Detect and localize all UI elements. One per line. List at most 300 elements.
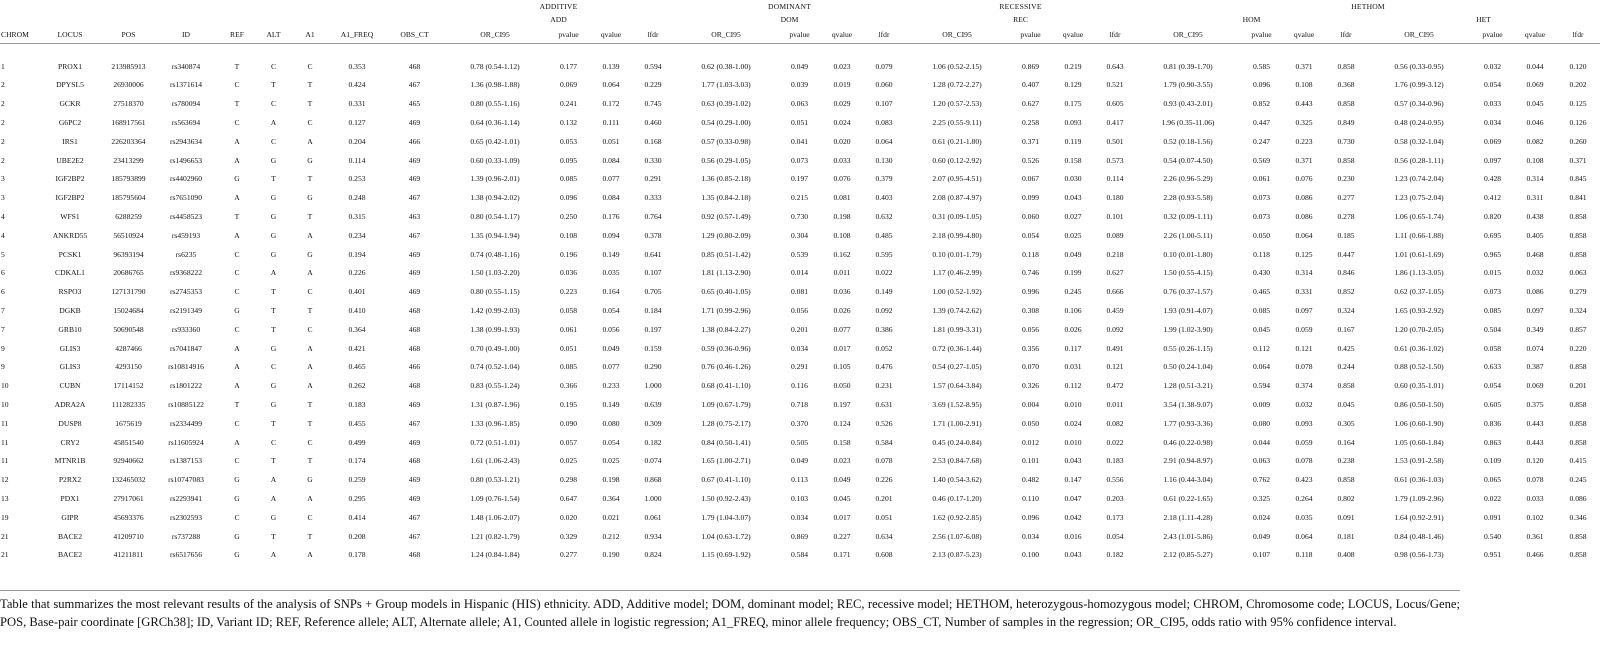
table-row [0,358,1600,377]
table-cell: 0.594 [1252,381,1271,391]
table-cell: 0.045 [1526,99,1544,109]
table-cell: 0.078 [1526,475,1544,485]
table-cell: 0.226 [875,475,893,485]
model-header-recessive: RECESSIVE [999,1,1042,11]
table-cell: 0.361 [1526,531,1544,541]
table-cell: 1.79 (0.90-3.55) [1163,80,1213,90]
table-cell: C [270,99,277,109]
table-cell: G6PC2 [58,117,82,127]
table-cell: 0.100 [1021,550,1040,560]
sub-header-dom: DOM [780,14,799,24]
table-cell: 0.084 [602,155,620,165]
table-cell: rs1387153 [169,456,203,466]
table-cell: 0.063 [790,99,809,109]
table-cell: 0.077 [602,362,620,372]
table-cell: 13 [1,493,9,503]
table-cell: 0.095 [559,155,578,165]
table-cell: 0.46 (0.17-1.20) [932,493,982,503]
table-cell: 2.28 (0.93-5.58) [1163,193,1213,203]
table-cell: 1.38 (0.84-2.27) [701,324,751,334]
table-cell: 0.042 [1064,512,1082,522]
table-cell: 0.364 [602,493,620,503]
table-cell: 0.091 [1483,512,1502,522]
sub-header-hom: HOM [1242,14,1261,24]
table-cell: A [234,230,240,240]
table-cell: 0.019 [833,80,851,90]
table-cell: IGF2BP2 [55,193,85,203]
table-cell: 0.014 [790,268,809,278]
table-cell: 0.032 [1483,61,1502,71]
table-cell: 0.175 [1064,99,1082,109]
table-cell: 0.058 [1483,343,1502,353]
table-cell: 0.858 [1337,475,1355,485]
table-cell: C [307,287,313,297]
table-cell: 0.111 [602,117,620,127]
table-cell: 1.09 (0.76-1.54) [470,493,520,503]
table-cell: 226203364 [111,136,146,146]
table-cell: 0.201 [1569,381,1587,391]
table-cell: 132465032 [111,475,146,485]
table-cell: 0.164 [1337,437,1355,447]
table-cell: 0.223 [1295,136,1313,146]
table-cell: BACE2 [57,531,83,541]
table-cell: 0.56 (0.28-1.11) [1394,155,1444,165]
table-cell: 468 [408,324,421,334]
table-cell: 0.421 [348,343,366,353]
table-cell: C [307,324,313,334]
table-cell: rs2334499 [169,418,203,428]
table-cell: 0.080 [602,418,620,428]
table-cell: 0.375 [1526,399,1544,409]
table-cell: 2.12 (0.85-5.27) [1163,550,1213,560]
table-cell: 1.81 (1.13-2.90) [701,268,751,278]
table-cell: 1.65 (0.93-2.92) [1394,305,1444,315]
table-cell: T [307,418,313,428]
table-cell: 41211811 [113,550,144,560]
table-cell: 1.23 (0.74-2.04) [1394,174,1444,184]
table-cell: T [234,61,240,71]
table-cell: 0.117 [1064,343,1082,353]
table-cell: 0.305 [1337,418,1355,428]
table-cell: 0.120 [1569,61,1587,71]
table-cell: A [234,381,240,391]
table-cell: 0.197 [790,174,809,184]
table-cell: 0.54 (0.29-1.00) [701,117,751,127]
table-cell: 0.090 [559,418,578,428]
table-cell: 0.049 [790,61,809,71]
table-cell: 0.762 [1252,475,1271,485]
table-cell: 0.174 [348,456,366,466]
table-cell: 0.061 [1252,174,1271,184]
table-cell: DGKB [59,305,81,315]
table-cell: 0.197 [833,399,851,409]
table-cell: 1.38 (0.99-1.93) [470,324,520,334]
table-cell: 0.092 [875,305,893,315]
table-cell: 0.695 [1483,230,1502,240]
table-cell: 7 [1,305,5,315]
table-cell: 0.641 [644,249,662,259]
table-cell: 0.485 [875,230,893,240]
table-cell: 0.029 [833,99,851,109]
table-cell: 0.077 [602,174,620,184]
table-cell: 0.011 [833,268,851,278]
table-cell: 0.035 [1295,512,1313,522]
table-cell: A [270,268,277,278]
table-cell: 1.48 (1.06-2.07) [470,512,520,522]
table-cell: 0.526 [1021,155,1040,165]
table-cell: 0.68 (0.41-1.10) [701,381,751,391]
table-cell: 0.459 [1106,305,1124,315]
table-cell: 0.036 [833,287,851,297]
table-cell: 1.35 (0.94-1.94) [470,230,520,240]
column-header-ref: REF [230,29,244,39]
table-cell: ADRA2A [54,399,86,409]
table-cell: GRB10 [58,324,82,334]
table-caption: Table that summarizes the most relevant results of the analysis of SNPs + Group models in Hispanic (HIS) ethnicity. ADD, Additive model; DOM, dominant model; REC, recessive model; HETHOM, heterozygous-homozygous model; CHROM, Chromosome code; LOCUS, Locus/Gene; POS, Base-pair coordinate [GRCh38]; ID, Variant ID; REF, Reference allele; ALT, Alternate allele; A1, Counted allele in logistic regression; A1_FREQ, minor allele frequency; OBS_CT, Number of samples in the regression; OR_CI95, odds ratio with 95% confidence interval. [0,597,1460,629]
table-cell: P2RX2 [58,475,82,485]
column-header-lfdr: lfdr [878,29,890,39]
table-cell: 0.61 (0.22-1.65) [1163,493,1213,503]
table-cell: PDX1 [60,493,80,503]
table-cell: 0.045 [1337,399,1355,409]
table-cell: 0.627 [1021,99,1040,109]
table-cell: 469 [408,268,421,278]
table-cell: 1.61 (1.06-2.43) [470,456,520,466]
table-cell: 0.073 [790,155,809,165]
table-cell: A [307,493,313,503]
table-cell: 0.584 [790,550,809,560]
table-cell: 0.858 [1569,362,1587,372]
table-cell: 0.204 [348,136,366,146]
table-cell: 0.869 [790,531,809,541]
table-cell: 1.24 (0.84-1.84) [470,550,520,560]
table-cell: 0.083 [875,117,893,127]
table-cell: 1 [1,61,5,71]
table-cell: 468 [408,381,421,391]
table-cell: 0.034 [790,512,809,522]
table-cell: A [307,362,313,372]
table-cell: rs4458523 [169,211,203,221]
table-cell: G [270,399,277,409]
table-cell: 0.198 [833,211,851,221]
table-cell: 0.364 [348,324,366,334]
table-cell: 0.858 [1569,211,1587,221]
column-header-or-ci95: OR_CI95 [1173,29,1203,39]
table-cell: 0.199 [1064,268,1082,278]
table-cell: 0.078 [1295,362,1313,372]
table-cell: 0.202 [1569,80,1587,90]
table-cell: 0.078 [1295,456,1313,466]
table-cell: 0.57 (0.34-0.96) [1394,99,1444,109]
table-cell: 1.17 (0.46-2.99) [932,268,982,278]
table-cell: C [270,362,277,372]
table-cell: 0.069 [1526,381,1544,391]
table-cell: 0.086 [1295,193,1313,203]
table-cell: GCKR [59,99,81,109]
table-cell: 0.315 [348,211,366,221]
table-cell: 0.65 (0.40-1.05) [701,287,751,297]
table-cell: 0.78 (0.54-1.12) [470,61,520,71]
table-cell: 2.53 (0.84-7.68) [932,456,982,466]
table-cell: 1.15 (0.69-1.92) [701,550,751,560]
table-cell: rs10885122 [168,399,204,409]
table-cell: T [271,531,276,541]
table-cell: 2.56 (1.07-6.08) [932,531,982,541]
table-cell: T [271,287,276,297]
table-cell: 0.858 [1569,531,1587,541]
table-row [0,489,1600,508]
table-cell: 0.72 (0.51-1.01) [470,437,520,447]
table-cell: 0.026 [1064,324,1082,334]
table-cell: 0.050 [833,381,851,391]
table-cell: 0.32 (0.09-1.11) [1163,211,1213,221]
table-cell: 0.84 (0.48-1.46) [1394,531,1444,541]
table-cell: 0.858 [1337,381,1355,391]
table-cell: GLIS3 [59,362,81,372]
table-cell: 0.858 [1569,230,1587,240]
table-cell: 1.93 (0.91-4.07) [1163,305,1213,315]
table-cell: 45851540 [113,437,144,447]
table-cell: 0.356 [1021,343,1040,353]
table-cell: 1.86 (1.13-3.05) [1394,268,1444,278]
column-header-pvalue: pvalue [558,29,579,39]
table-cell: 467 [408,418,421,428]
table-cell: 0.159 [644,343,662,353]
column-header-or-ci95: OR_CI95 [942,29,972,39]
table-cell: IRS1 [62,136,78,146]
table-cell: 0.032 [1526,268,1544,278]
table-cell: IGF2BP2 [55,174,85,184]
table-cell: 0.412 [1483,193,1502,203]
table-cell: 0.034 [790,343,809,353]
table-cell: 0.54 (0.27-1.05) [932,362,982,372]
table-cell: 0.093 [1064,117,1082,127]
table-cell: 0.371 [1295,61,1313,71]
table-cell: 0.069 [559,80,578,90]
table-cell: 468 [408,61,421,71]
table-cell: G [234,174,240,184]
table-cell: 0.215 [790,193,809,203]
table-cell: 0.231 [875,381,893,391]
table-cell: 0.80 (0.53-1.21) [470,475,520,485]
table-cell: 0.034 [1483,117,1502,127]
table-cell: 4293150 [115,362,142,372]
table-cell: 0.063 [1569,268,1587,278]
table-cell: rs6235 [175,249,197,259]
table-cell: 1.42 (0.99-2.03) [470,305,520,315]
table-cell: G [270,343,277,353]
column-header-qvalue: qvalue [831,29,853,39]
table-cell: 0.061 [559,324,578,334]
table-cell: T [271,305,276,315]
table-cell: 10 [1,381,9,391]
table-cell: 0.044 [1252,437,1271,447]
table-cell: 0.052 [875,343,893,353]
table-bottom-rule [0,590,1460,591]
table-cell: 0.802 [1337,493,1355,503]
table-row [0,189,1600,208]
table-row [0,132,1600,151]
table-cell: 0.196 [559,249,578,259]
table-cell: A [234,343,240,353]
table-cell: 0.62 (0.37-1.05) [1394,287,1444,297]
table-cell: 1.39 (0.74-2.62) [932,305,982,315]
table-cell: G [307,249,313,259]
table-cell: 1.06 (0.65-1.74) [1394,211,1444,221]
table-cell: 0.868 [644,475,662,485]
table-cell: 0.85 (0.51-1.42) [701,249,751,259]
table-cell: 0.009 [1252,399,1271,409]
table-cell: 1.28 (0.75-2.17) [701,418,751,428]
table-cell: 0.044 [1526,61,1544,71]
table-cell: 0.114 [348,155,366,165]
column-header-or-ci95: OR_CI95 [1404,29,1434,39]
table-cell: 1.16 (0.44-3.04) [1163,475,1213,485]
column-header-qvalue: qvalue [1293,29,1315,39]
table-cell: C [270,61,277,71]
column-header-a1: A1 [305,29,315,39]
table-cell: 0.836 [1483,418,1502,428]
table-cell: 2.26 (0.96-5.29) [1163,174,1213,184]
table-cell: A [270,493,277,503]
table-cell: 469 [408,155,421,165]
table-cell: 0.863 [1483,437,1502,447]
table-cell: 0.102 [1526,512,1544,522]
table-cell: 0.250 [559,211,578,221]
table-cell: 1.35 (0.84-2.18) [701,193,751,203]
table-cell: T [234,99,240,109]
table-cell: 0.125 [1295,249,1313,259]
table-cell: 1.36 (0.98-1.88) [470,80,520,90]
table-cell: 0.108 [559,230,578,240]
table-cell: 0.198 [602,475,620,485]
table-cell: 0.082 [1106,418,1124,428]
table-cell: 0.177 [559,61,578,71]
table-cell: 2.25 (0.55-9.11) [932,117,982,127]
table-cell: 0.077 [833,324,851,334]
table-cell: 27917061 [113,493,144,503]
table-cell: 0.379 [875,174,893,184]
table-cell: 0.277 [1337,193,1355,203]
table-row [0,207,1600,226]
table-cell: 12 [1,475,9,485]
table-cell: 0.61 (0.36-1.02) [1394,343,1444,353]
table-cell: 469 [408,475,421,485]
table-cell: 0.632 [875,211,893,221]
table-cell: 0.291 [790,362,809,372]
table-cell: 0.98 (0.56-1.73) [1394,550,1444,560]
table-cell: 0.329 [559,531,578,541]
table-cell: 0.573 [1106,155,1124,165]
table-cell: 0.639 [644,399,662,409]
table-cell: 1.71 (1.00-2.91) [932,418,982,428]
table-cell: 0.52 (0.18-1.56) [1163,136,1213,146]
table-cell: C [270,437,277,447]
table-cell: 468 [408,550,421,560]
table-cell: rs2302593 [169,512,203,522]
table-cell: A [307,381,313,391]
table-cell: 0.054 [1483,80,1502,90]
table-cell: C [234,512,240,522]
table-cell: 0.105 [833,362,851,372]
table-cell: A [234,155,240,165]
table-cell: 468 [408,456,421,466]
table-cell: 0.043 [1064,193,1082,203]
table-cell: BACE2 [57,550,83,560]
table-cell: T [307,399,313,409]
table-cell: 185795604 [111,193,146,203]
table-cell: 0.631 [875,399,893,409]
table-cell: 0.705 [644,287,662,297]
table-cell: 0.353 [348,61,366,71]
table-cell: 0.634 [875,531,893,541]
table-cell: 3 [1,174,5,184]
table-cell: 0.120 [1526,456,1544,466]
table-cell: rs2745353 [169,287,203,297]
table-cell: 0.10 (0.01-1.80) [1163,249,1213,259]
table-cell: 0.425 [1337,343,1355,353]
table-cell: 0.012 [1021,437,1040,447]
table-cell: 0.278 [1337,211,1355,221]
table-cell: 0.097 [1526,305,1544,315]
table-cell: 0.627 [1106,268,1124,278]
table-cell: 0.61 (0.21-1.80) [932,136,982,146]
table-cell: 0.86 (0.50-1.50) [1394,399,1444,409]
table-cell: 3 [1,193,5,203]
table-cell: 0.31 (0.09-1.05) [932,211,982,221]
table-cell: 0.086 [1526,287,1544,297]
table-cell: 0.064 [1252,362,1271,372]
table-cell: 0.073 [1483,287,1502,297]
table-cell: 0.119 [1064,136,1082,146]
table-cell: C [307,117,313,127]
table-cell: 0.069 [1526,80,1544,90]
model-header-dominant: DOMINANT [768,1,811,11]
table-cell: 0.147 [1064,475,1082,485]
table-cell: 0.110 [1022,493,1039,503]
table-cell: 0.218 [1106,249,1124,259]
table-cell: 1.06 (0.60-1.90) [1394,418,1444,428]
table-cell: 0.121 [1106,362,1124,372]
sub-header-add: ADD [550,14,567,24]
table-row [0,377,1600,396]
table-cell: 0.585 [1252,61,1271,71]
table-cell: 0.054 [602,437,620,447]
table-cell: 0.024 [833,117,851,127]
table-cell: 0.033 [1526,493,1544,503]
table-cell: 0.017 [833,512,851,522]
table-cell: 0.845 [1569,174,1587,184]
table-cell: rs7651090 [169,193,203,203]
table-cell: 0.127 [348,117,366,127]
table-cell: 0.022 [1106,437,1124,447]
table-cell: 0.091 [1337,512,1355,522]
table-cell: G [270,193,277,203]
table-cell: 0.521 [1106,80,1124,90]
table-cell: 0.033 [1483,99,1502,109]
table-cell: 0.405 [1526,230,1544,240]
table-cell: 50690548 [113,324,144,334]
table-cell: 0.081 [833,193,851,203]
table-cell: 0.65 (0.42-1.01) [470,136,520,146]
table-cell: 0.386 [875,324,893,334]
table-cell: ANKRD55 [52,230,88,240]
table-cell: 0.745 [644,99,662,109]
column-header-pvalue: pvalue [1251,29,1272,39]
table-cell: 0.370 [790,418,809,428]
table-cell: 0.108 [1295,80,1313,90]
table-cell: 0.934 [644,531,662,541]
